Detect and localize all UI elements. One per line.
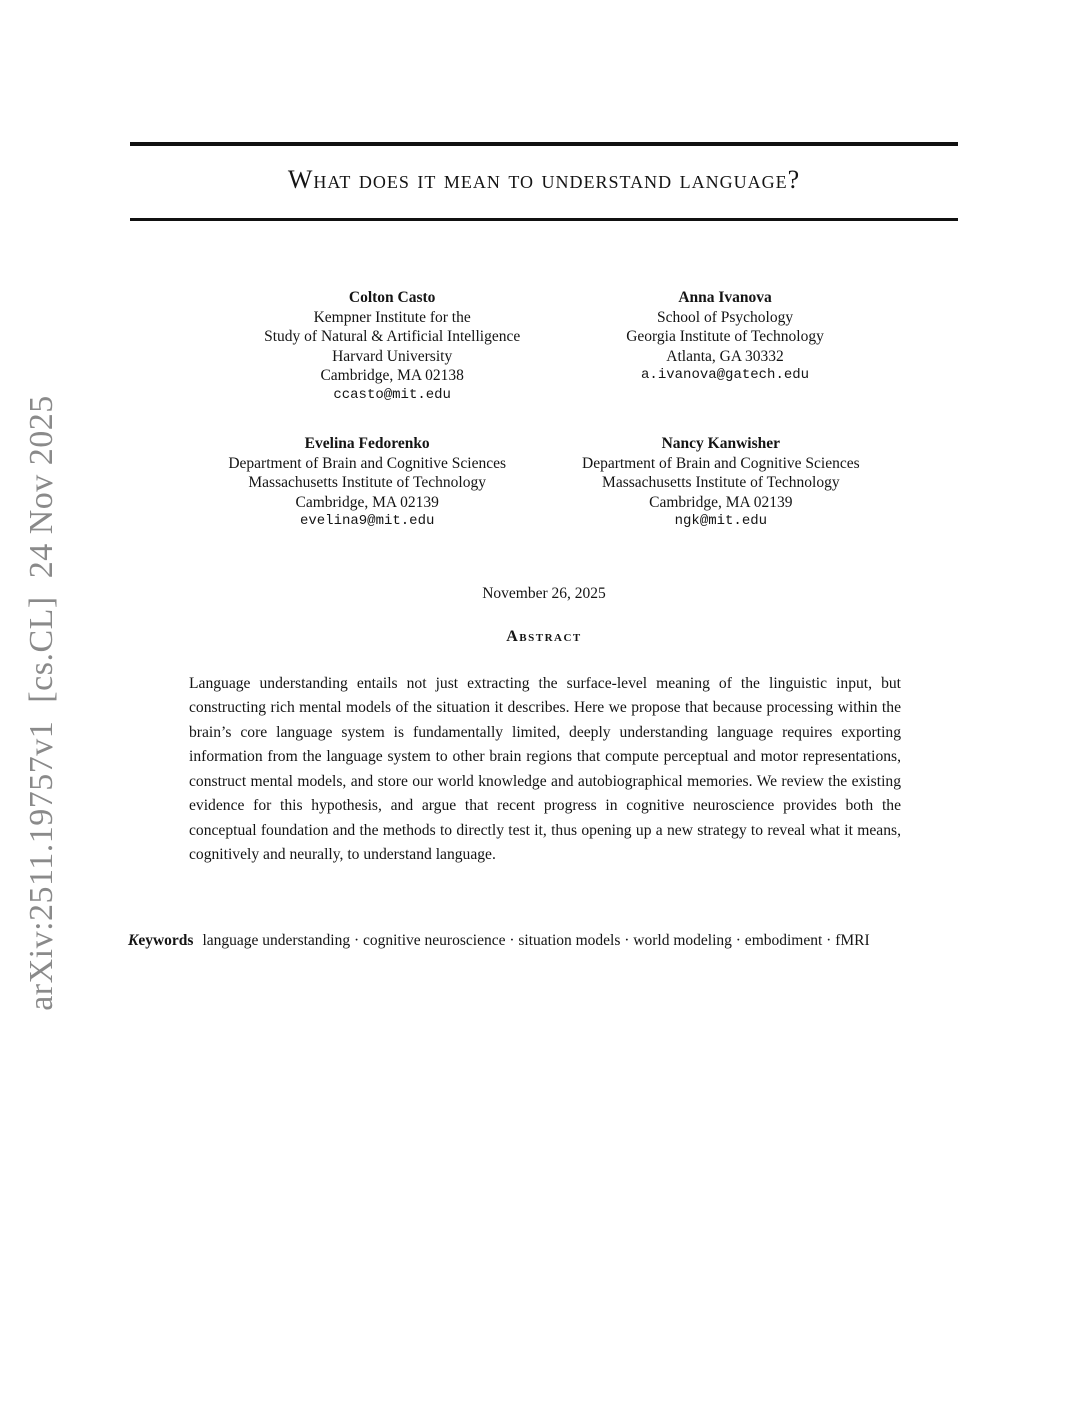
author-affiliation-line: Department of Brain and Cognitive Sciences [582, 454, 860, 472]
author-affiliation-line: Department of Brain and Cognitive Sciences [228, 454, 506, 472]
author-name: Colton Casto [348, 289, 436, 306]
keywords-label [128, 932, 193, 949]
keywords-label-rest: eywords [138, 932, 194, 949]
author-affiliation-line: Massachusetts Institute of Technology [602, 474, 840, 491]
author-row-1 [130, 288, 958, 405]
title-block [130, 142, 958, 221]
author-affiliation-line: Cambridge, MA 02138 [320, 367, 464, 384]
author-name: Evelina Fedorenko [304, 435, 430, 452]
author-block-anna-ivanova [626, 288, 824, 386]
author-block-evelina-fedorenko [228, 434, 506, 532]
author-affiliation-line: Cambridge, MA 02139 [295, 493, 439, 511]
author-affiliation-line: Cambridge, MA 02139 [649, 493, 793, 511]
author-affiliation-line: Georgia Institute of Technology [626, 328, 824, 345]
author-email: a.ivanova@gatech.edu [641, 367, 810, 383]
arxiv-watermark: arXiv:2511.19757v1 [cs.CL] 24 Nov 2025 [23, 395, 60, 1011]
author-affiliation-line: Massachusetts Institute of Technology [248, 474, 486, 491]
author-email: ccasto@mit.edu [333, 386, 451, 403]
author-row-2 [130, 434, 958, 532]
author-affiliation-line: Atlanta, GA 30332 [666, 347, 784, 365]
author-block-colton-casto [264, 288, 520, 405]
author-email: evelina9@mit.edu [299, 513, 435, 529]
author-affiliation-line: Harvard University [332, 347, 453, 365]
keywords-list: language understanding · cognitive neuroscience · situation models · world modeling · embodiment · fMRI [202, 932, 870, 949]
author-affiliation-line: School of Psychology [657, 308, 794, 326]
abstract-text: Language understanding entails not just extracting the surface-level meaning of the linguistic input, but constructing rich mental models of the situation it describes. Here we propose that because processing within the brain’s core language system is fundamentally limited, deeply understanding language requires exporting information from the language system to other brain regions that compute perceptual and motor representations, construct mental models, and store our world knowledge and autobiographical memories. We review the existing evidence for this hypothesis, and argue that recent progress in cognitive neuroscience provides both the conceptual foundation and the methods to directly test it, thus opening up a new strategy to reveal what it means, cognitively and neurally, to understand language. [189, 675, 901, 864]
publication-date: November 26, 2025 [482, 585, 606, 602]
author-block-nancy-kanwisher [582, 434, 860, 532]
abstract-heading: Abstract [506, 628, 582, 645]
author-name: Nancy Kanwisher [661, 435, 781, 452]
author-affiliation-line: Kempner Institute for the [313, 308, 471, 326]
author-name: Anna Ivanova [678, 289, 772, 306]
keywords-line [128, 931, 960, 951]
keywords-label-initial: K [128, 932, 139, 949]
paper-title: What does it mean to understand language? [287, 165, 801, 194]
author-email: ngk@mit.edu [674, 513, 768, 529]
author-affiliation-line: Study of Natural & Artificial Intelligence [264, 328, 521, 345]
